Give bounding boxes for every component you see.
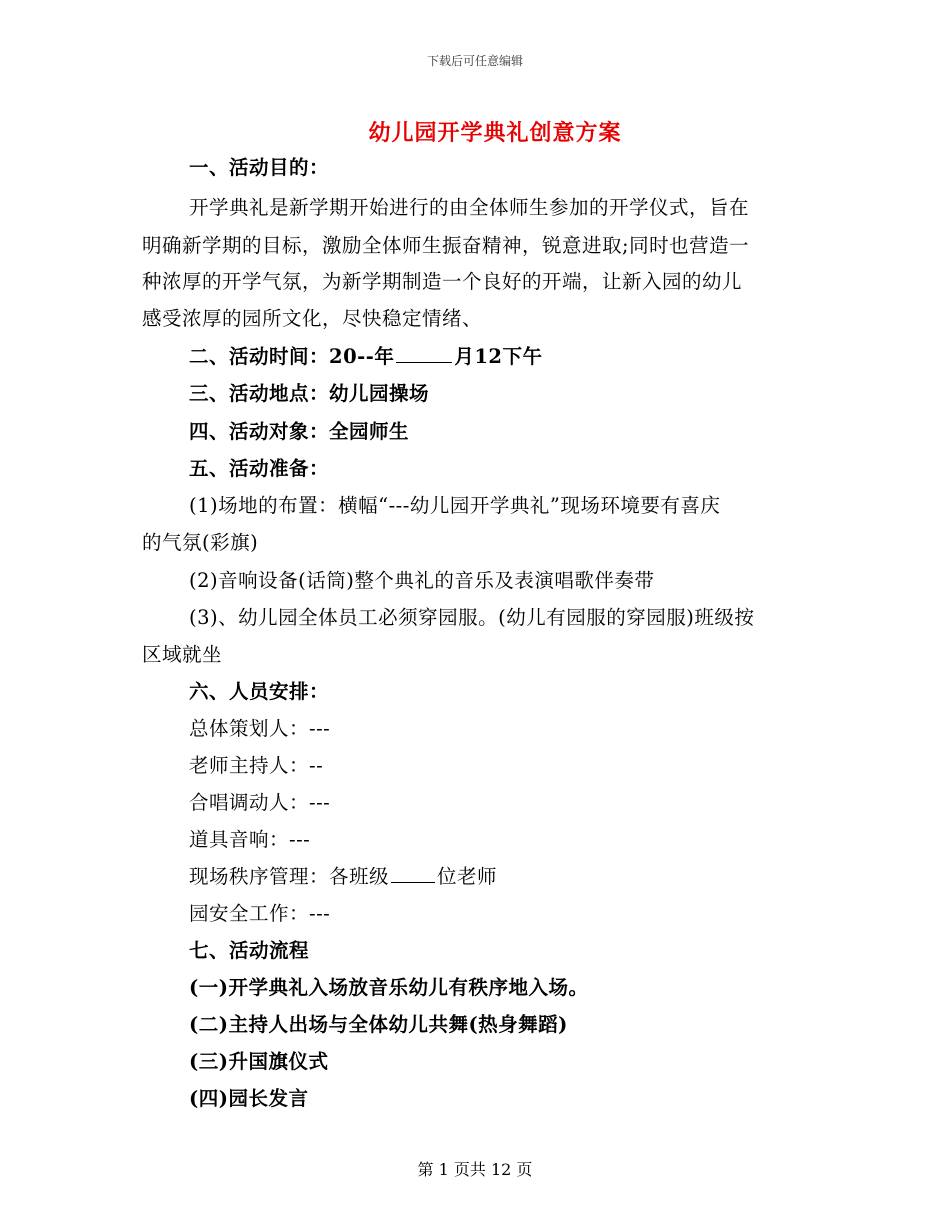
order-management-label: 现场秩序管理：各班级 bbox=[189, 865, 390, 888]
staff-row-choir: 合唱调动人：--- bbox=[189, 791, 331, 814]
preparation-item-2: (2)音响设备(话筒)整个典礼的音乐及表演唱歌伴奏带 bbox=[189, 569, 655, 592]
section-1-paragraph-line: 感受浓厚的园所文化，尽快稳定情绪、 bbox=[142, 307, 483, 330]
preparation-item-1: (1)场地的布置：横幅“---幼儿园开学典礼”现场环境要有喜庆 bbox=[189, 494, 721, 517]
fill-in-blank bbox=[396, 360, 452, 363]
order-management-rest: 位老师 bbox=[437, 865, 498, 888]
staff-row-host: 老师主持人：-- bbox=[189, 754, 324, 777]
document-title: 幼儿园开学典礼创意方案 bbox=[368, 120, 622, 146]
page-footer: 第 1 页共 12 页 bbox=[417, 1160, 533, 1179]
staff-row-planner: 总体策划人：--- bbox=[189, 717, 331, 740]
section-6-heading: 六、人员安排： bbox=[189, 680, 330, 703]
preparation-item-3: (3)、幼儿园全体员工必须穿园服。(幼儿有园服的穿园服)班级按 bbox=[189, 606, 755, 629]
process-step-2: (二)主持人出场与全体幼儿共舞(热身舞蹈) bbox=[189, 1013, 568, 1036]
activity-time-label: 二、活动时间：20--年 bbox=[189, 345, 395, 368]
preparation-item-3-continued: 区域就坐 bbox=[142, 643, 223, 666]
process-step-4: (四)园长发言 bbox=[189, 1087, 309, 1110]
process-step-3: (三)升国旗仪式 bbox=[189, 1050, 329, 1073]
section-1-paragraph-line: 开学典礼是新学期开始进行的由全体师生参加的开学仪式，旨在 bbox=[189, 196, 750, 219]
section-1-paragraph-line: 种浓厚的开学气氛，为新学期制造一个良好的开端，让新入园的幼儿 bbox=[142, 270, 743, 293]
staff-row-order-management bbox=[189, 861, 497, 889]
staff-row-safety: 园安全工作：--- bbox=[189, 902, 331, 925]
process-step-1: (一)开学典礼入场放音乐幼儿有秩序地入场。 bbox=[189, 976, 589, 999]
preparation-item-1-continued: 的气氛(彩旗) bbox=[142, 531, 259, 554]
section-7-heading: 七、活动流程 bbox=[189, 939, 310, 962]
activity-time-rest: 月12下午 bbox=[454, 345, 543, 368]
section-5-heading: 五、活动准备： bbox=[189, 457, 330, 480]
page-header: 下载后可任意编辑 bbox=[426, 54, 523, 68]
staff-row-props-audio: 道具音响：--- bbox=[189, 828, 311, 851]
fill-in-blank bbox=[391, 880, 435, 883]
section-1-paragraph-line: 明确新学期的目标，激励全体师生振奋精神，锐意进取;同时也营造一 bbox=[142, 234, 750, 257]
section-2-activity-time bbox=[189, 341, 542, 369]
section-3-activity-location: 三、活动地点：幼儿园操场 bbox=[189, 382, 430, 405]
section-4-activity-audience: 四、活动对象：全园师生 bbox=[189, 420, 410, 443]
section-1-heading: 一、活动目的： bbox=[189, 156, 330, 179]
